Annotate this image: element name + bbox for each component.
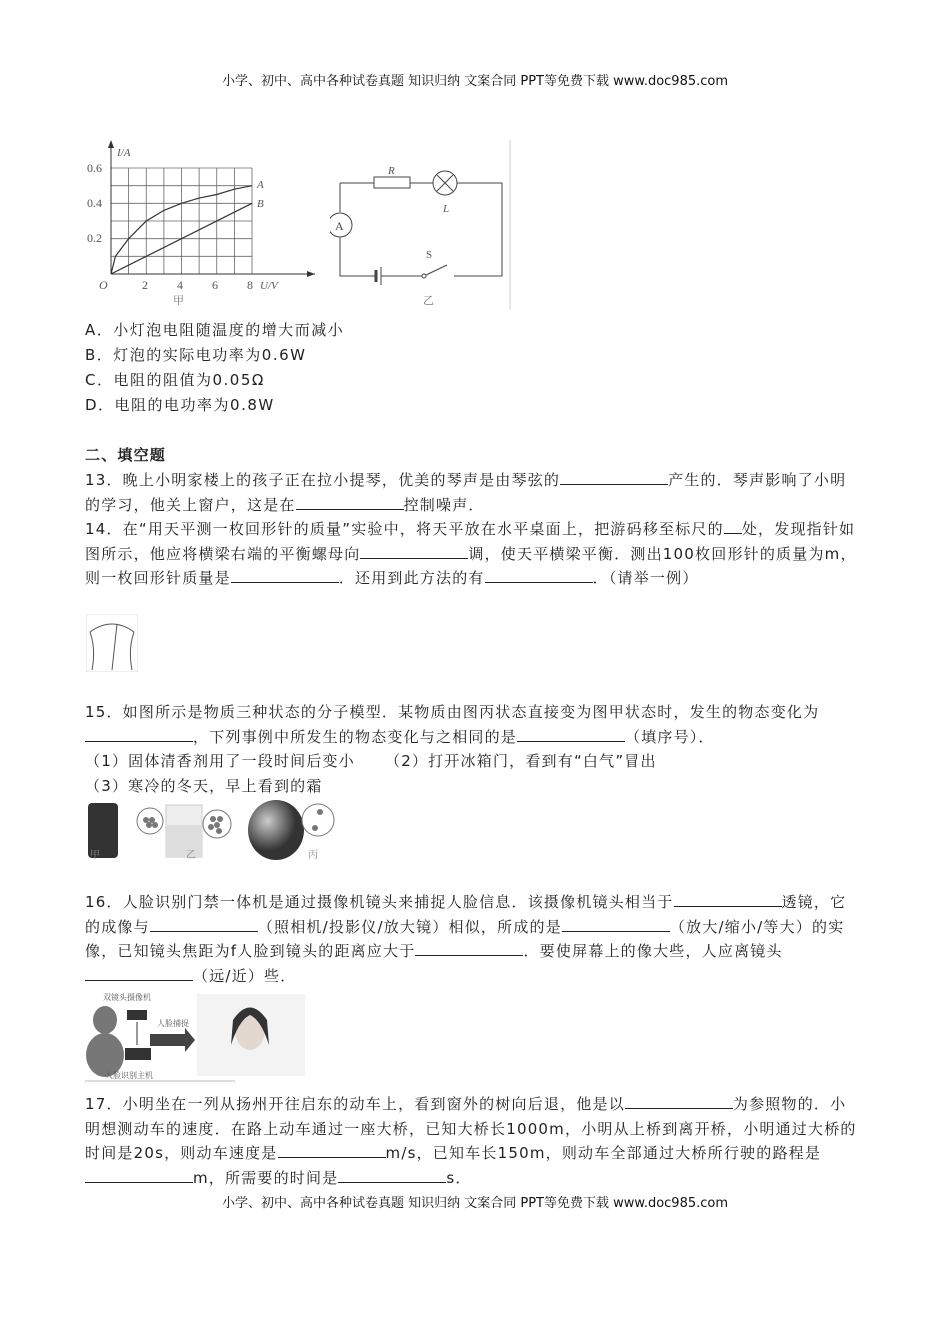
answer-blank[interactable]	[85, 964, 193, 981]
balance-pointer-figure	[86, 614, 138, 672]
svg-text:双镜头摄像机: 双镜头摄像机	[103, 993, 151, 1002]
answer-blank[interactable]	[278, 1141, 386, 1158]
origin-label: O	[99, 278, 108, 292]
svg-text:人脸识别主机: 人脸识别主机	[105, 1071, 153, 1080]
y-axis-label: I/A	[117, 147, 131, 159]
curve-a-label: A	[257, 179, 264, 191]
page-footer: 小学、初中、高中各种试卷真题 知识归纳 文案合同 PPT等免费下载 www.doc985.com	[221, 1196, 729, 1211]
battery-icon	[376, 267, 381, 285]
ammeter-icon	[330, 213, 352, 237]
y-tick-label: 0.2	[87, 231, 102, 245]
molecule-states-figure	[86, 800, 431, 860]
x-axis-arrow-icon	[307, 271, 315, 277]
host-machine-icon	[125, 1048, 151, 1060]
graph-caption: 甲	[173, 295, 184, 307]
answer-blank[interactable]	[360, 542, 468, 559]
graph-grid	[111, 168, 252, 274]
resistor-label: R	[388, 165, 395, 177]
answer-blank[interactable]	[560, 468, 668, 485]
curve-b-label: B	[257, 198, 264, 210]
x-tick-label: 6	[212, 278, 218, 292]
question-16: 16．人脸识别门禁一体机是通过摄像机镜头来捕捉人脸信息．该摄像机镜头相当于 透镜，它的成像与 （照相机/投影仪/放大镜）相似，所成的是 （放大/缩小/等大）的实像，已知镜头焦距为f人脸到镜头的距离应大于 ．要使屏幕上的像大些，人应离镜头（远/近）些．	[85, 890, 860, 988]
option-b: B．灯泡的实际电功率为0.6W	[85, 346, 307, 364]
gas-molecules-icon	[302, 804, 334, 836]
question-13: 13．晚上小明家楼上的孩子正在拉小提琴，优美的琴声是由琴弦的 产生的．琴声影响了小明的学习，他关上窗户，这是在 控制噪声．	[85, 468, 860, 517]
lamp-label: L	[443, 203, 450, 215]
y-axis-arrow-icon	[108, 140, 114, 148]
iu-graph	[85, 140, 315, 310]
x-tick-label: 2	[142, 278, 148, 292]
answer-blank[interactable]	[485, 566, 593, 583]
answer-blank[interactable]	[724, 517, 742, 534]
answer-blank[interactable]	[338, 1166, 446, 1183]
y-tick-label: 0.6	[87, 161, 102, 175]
face-recognition-figure	[85, 990, 310, 1082]
resistor-icon	[374, 177, 410, 188]
question-14: 14．在“用天平测一枚回形针的质量”实验中，将天平放在水平桌面上，把游码移至标尺的 处，发现指针如图所示，他应将横梁右端的平衡螺母向 调，使天平横梁平衡．测出100枚回形针的质量为m，则一枚回形针质量是 ．还用到此方法的有 ．（请举一例）	[85, 517, 860, 591]
lamp-icon	[433, 171, 457, 195]
answer-blank[interactable]	[517, 725, 625, 742]
camera-icon	[127, 1010, 147, 1020]
question-15: 15．如图所示是物质三种状态的分子模型．某物质由图丙状态直接变为图甲状态时，发生的物态变化为，下列事例中所发生的物态变化与之相同的是 （填序号）． （1）固体清香剂用了一段时间后变小 （2）打开冰箱门，看到有“白气”冒出 （3）寒冷的冬天，早上看到的霜	[85, 703, 820, 795]
circuit-diagram	[330, 140, 520, 310]
answer-blank[interactable]	[85, 1166, 193, 1183]
svg-text:A: A	[335, 219, 344, 233]
fig-label: 丙	[308, 850, 318, 860]
x-tick-label: 4	[177, 278, 183, 292]
pointer-needle-icon	[112, 624, 117, 670]
person-icon	[93, 1006, 117, 1034]
answer-blank[interactable]	[85, 725, 193, 742]
answer-blank[interactable]	[562, 915, 670, 932]
page-header: 小学、初中、高中各种试卷真题 知识归纳 文案合同 PPT等免费下载 www.doc985.com	[221, 74, 729, 89]
fig-label: 甲	[90, 850, 100, 860]
option-a: A．小灯泡电阻随温度的增大而减小	[85, 321, 345, 339]
gas-balloon-icon	[248, 800, 304, 860]
y-tick-label: 0.4	[87, 196, 102, 210]
answer-blank[interactable]	[296, 493, 404, 510]
x-axis-label: U/V	[260, 280, 278, 292]
option-c: C．电阻的阻值为0.05Ω	[85, 371, 265, 389]
answer-blank[interactable]	[150, 915, 258, 932]
question-17: 17．小明坐在一列从扬州开往启东的动车上，看到窗外的树向后退，他是以 为参照物的．小明想测动车的速度．在路上动车通过一座大桥，已知大桥长1000m，小明从上桥到离开桥，小明通过大桥的时间是20s，则动车速度是 m/s，已知车长150m，则动车全部通过大桥所行驶的路程是m，所需要的时间是 s．	[85, 1092, 860, 1190]
arrow-icon	[150, 1028, 195, 1052]
answer-blank[interactable]	[415, 939, 523, 956]
option-d: D．电阻的电功率为0.8W	[85, 396, 275, 414]
fig-label: 乙	[186, 850, 196, 860]
section-title: 二、填空题	[85, 446, 167, 464]
switch-icon	[422, 265, 447, 278]
answer-blank[interactable]	[625, 1092, 733, 1109]
x-tick-label: 8	[247, 278, 253, 292]
svg-text:人脸捕捉: 人脸捕捉	[157, 1019, 189, 1028]
switch-label: S	[426, 249, 433, 261]
answer-blank[interactable]	[231, 566, 339, 583]
answer-blank[interactable]	[674, 890, 782, 907]
circuit-caption: 乙	[423, 295, 434, 307]
